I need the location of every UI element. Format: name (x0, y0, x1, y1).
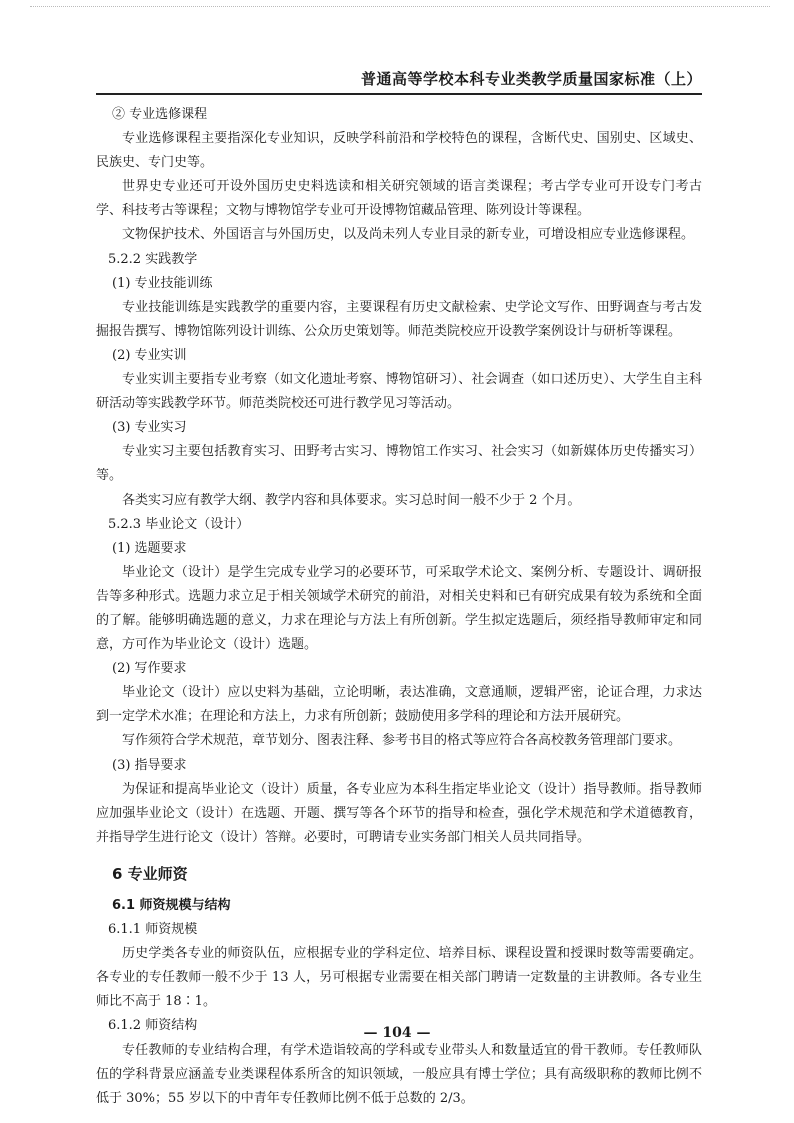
heading: (2) 写作要求 (112, 661, 187, 677)
paragraph: 毕业论文（设计）是学生完成专业学习的必要环节，可采取学术论文、案例分析、专题设计、调研报告等多种形式。选题力求立足于相关领域学术研究的前沿，对相关史料和已有研究成果有较为系统和全面的了解。能够明确选题的意义，力求在理论与方法上有所创新。学生拟定选题后，须经指导教师审定和同意，方可作为毕业论文（设计）选题。 (96, 564, 702, 653)
heading: 6.1.2 师资结构 (108, 1018, 198, 1034)
heading: 6 专业师资 (112, 864, 188, 883)
heading: 6.1.1 师资规模 (108, 922, 198, 938)
heading: 6.1 师资规模与结构 (112, 898, 231, 913)
heading: 5.2.3 毕业论文（设计） (108, 516, 250, 532)
paragraph: 世界史专业还可开设外国历史史料选读和相关研究领域的语言类课程；考古学专业可开设专门考古学、科技考古等课程；文物与博物馆学专业可开设博物馆藏品管理、陈列设计等课程。 (96, 179, 702, 219)
heading: 5.2.2 实践教学 (108, 251, 198, 267)
paragraph: 专业技能训练是实践教学的重要内容，主要课程有历史文献检索、史学论文写作、田野调查与考古发掘报告撰写、博物馆陈列设计训练、公众历史策划等。师范类院校应开设教学案例设计与研析等课程。 (96, 299, 702, 339)
paragraph: 历史学类各专业的师资队伍，应根据专业的学科定位、培养目标、课程设置和授课时数等需要确定。各专业的专任教师一般不少于 13 人，另可根据专业需要在相关部门聘请一定数量的主讲教师。各专业生师比不高于 18∶1。 (96, 946, 702, 1010)
running-header: 普通高等学校本科专业类教学质量国家标准（上） (360, 70, 702, 88)
paragraph: 为保证和提高毕业论文（设计）质量，各专业应为本科生指定毕业论文（设计）指导教师。指导教师应加强毕业论文（设计）在选题、开题、撰写等各个环节的指导和检查，强化学术规范和学术道德教育，并指导学生进行论文（设计）答辩。必要时，可聘请专业实务部门相关人员共同指导。 (96, 781, 702, 845)
page-number: — 104 — (363, 1025, 431, 1041)
heading: (3) 专业实习 (112, 420, 187, 436)
heading: (1) 专业技能训练 (112, 275, 213, 291)
paragraph: 专业实训主要指专业考察（如文化遗址考察、博物馆研习）、社会调查（如口述历史）、大学生自主科研活动等实践教学环节。师范类院校还可进行教学见习等活动。 (96, 372, 702, 412)
paragraph: 专业选修课程主要指深化专业知识，反映学科前沿和学校特色的课程，含断代史、国别史、区域史、民族史、专门史等。 (96, 131, 702, 171)
heading: ② 专业选修课程 (112, 107, 208, 122)
paragraph: 文物保护技术、外国语言与外国历史，以及尚未列人专业目录的新专业，可增设相应专业选修课程。 (122, 227, 695, 243)
paragraph: 毕业论文（设计）应以史料为基础，立论明晰，表达准确，文意通顺，逻辑严密，论证合理，力求达到一定学术水准；在理论和方法上，力求有所创新；鼓励使用多学科的理论和方法开展研究。 (96, 685, 702, 725)
body-text (96, 103, 702, 1111)
heading: (3) 指导要求 (112, 757, 187, 773)
paragraph: 各类实习应有教学大纲、教学内容和具体要求。实习总时间一般不少于 2 个月。 (122, 492, 581, 508)
paragraph: 专业实习主要包括教育实习、田野考古实习、博物馆工作实习、社会实习（如新媒体历史传播实习）等。 (96, 444, 702, 484)
paragraph: 专任教师的专业结构合理，有学术造诣较高的学科或专业带头人和数量适宜的骨干教师。专任教师队伍的学科背景应涵盖专业类课程体系所含的知识领域，一般应具有博士学位；具有高级职称的教师比例不低于 30%；55 岁以下的中青年专任教师比例不低于总数的 2/3。 (96, 1042, 702, 1106)
header-rule (96, 93, 702, 95)
heading: (2) 专业实训 (112, 347, 187, 363)
scan-edge-noise (30, 6, 770, 17)
heading: (1) 选题要求 (112, 540, 187, 556)
paragraph: 写作须符合学术规范，章节划分、图表注释、参考书目的格式等应符合各高校教务管理部门要求。 (122, 733, 682, 749)
